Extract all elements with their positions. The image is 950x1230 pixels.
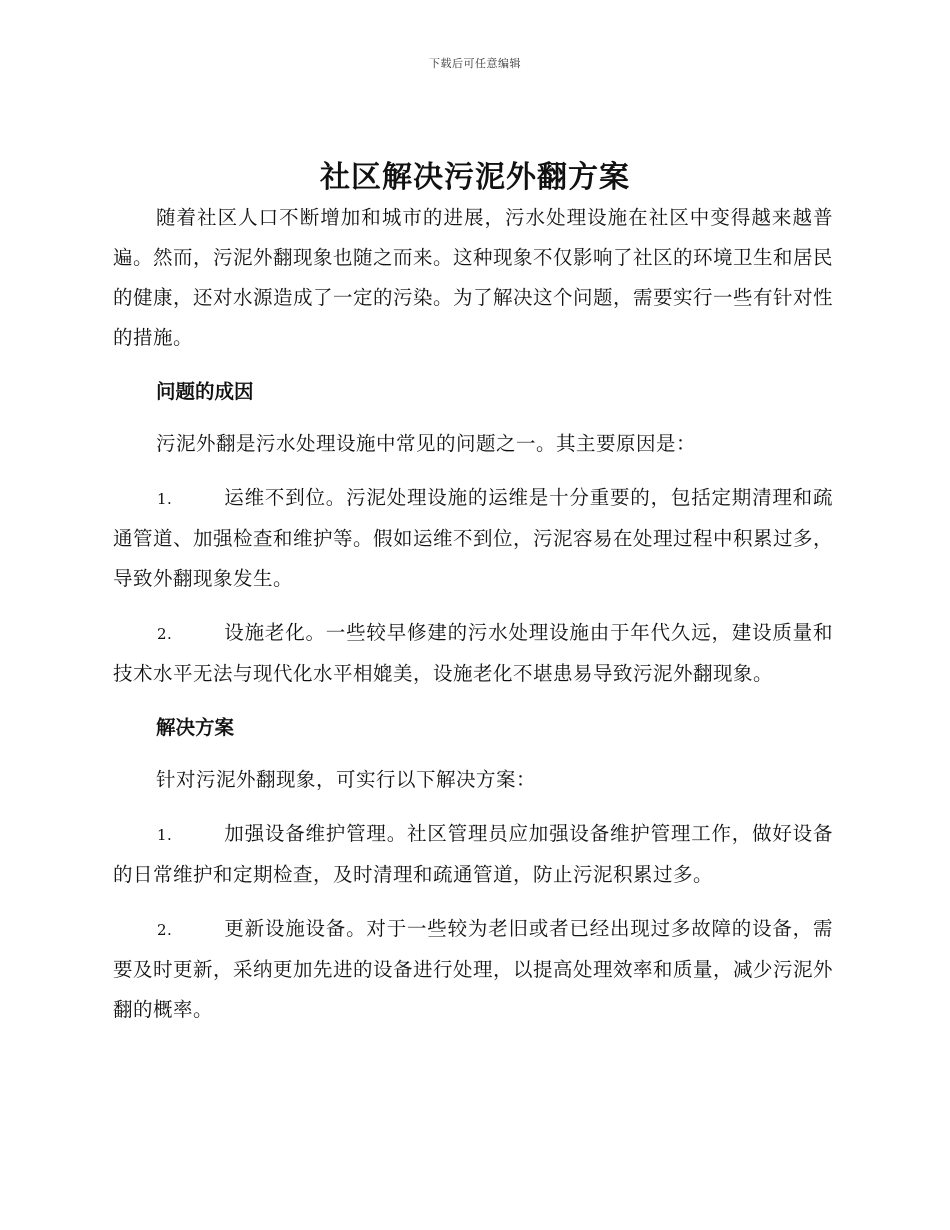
list-item-text: 设施老化。一些较早修建的污水处理设施由于年代久远，建设质量和技术水平无法与现代化水平相媲美，设施老化不堪患易导致污泥外翻现象。 — [113, 621, 833, 685]
list-item-text: 更新设施设备。对于一些较为老旧或者已经出现过多故障的设备，需要及时更新，采纳更加先进的设备进行处理，以提高处理效率和质量，减少污泥外翻的概率。 — [113, 917, 834, 1021]
list-item-number: 2. — [157, 921, 173, 939]
intro-paragraph: 随着社区人口不断增加和城市的进展，污水处理设施在社区中变得越来越普遍。然而，污泥外翻现象也随之而来。这种现象不仅影响了社区的环境卫生和居民的健康，还对水源造成了一定的污染。为了解决这个问题，需要实行一些有针对性的措施。 — [113, 206, 834, 349]
document-body — [113, 198, 833, 1030]
list-item — [113, 613, 833, 694]
section-causes — [113, 372, 833, 694]
list-item — [113, 909, 833, 1030]
list-item-number: 1. — [157, 490, 173, 508]
list-item — [113, 814, 833, 895]
section-heading: 问题的成因 — [156, 380, 254, 403]
page-header: 下载后可任意编辑 — [429, 57, 521, 70]
list-item — [113, 478, 833, 599]
list-item-number: 2. — [157, 625, 173, 643]
list-item-text: 加强设备维护管理。社区管理员应加强设备维护管理工作，做好设备的日常维护和定期检查，及时清理和疏通管道，防止污泥积累过多。 — [113, 822, 833, 886]
list-item-text: 运维不到位。污泥处理设施的运维是十分重要的，包括定期清理和疏通管道、加强检查和维护等。假如运维不到位，污泥容易在处理过程中积累过多，导致外翻现象发生。 — [113, 486, 834, 590]
section-lead: 针对污泥外翻现象，可实行以下解决方案： — [156, 768, 537, 791]
section-lead: 污泥外翻是污水处理设施中常见的问题之一。其主要原因是： — [156, 432, 697, 455]
list-item-number: 1. — [157, 826, 173, 844]
section-solutions — [113, 708, 833, 1030]
section-heading: 解决方案 — [156, 716, 235, 739]
document-title: 社区解决污泥外翻方案 — [320, 160, 630, 195]
